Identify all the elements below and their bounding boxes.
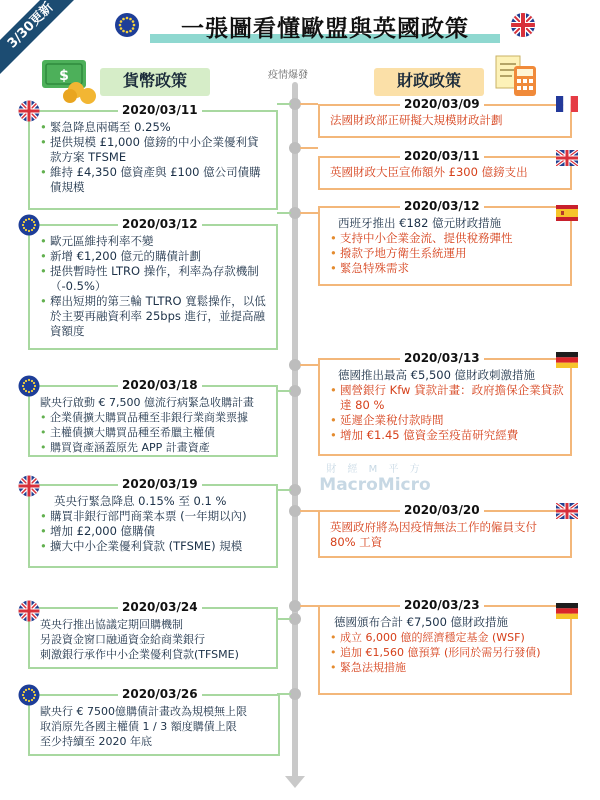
list-item: • 增加 €1.45 億資金至疫苗研究經費 (330, 428, 564, 443)
page-title: 一張圖看懂歐盟與英國政策 (181, 16, 469, 42)
card-headline: 德國推出最高 €5,500 億財政刺激措施 (338, 368, 536, 382)
list-item: • 支持中小企業金流、提供稅務彈性 (330, 231, 564, 246)
fiscal-card (318, 97, 572, 138)
eu-flag-icon (18, 684, 40, 706)
card-line: 另設資金窗口融通資金給商業銀行 (40, 633, 205, 646)
card-line: 英國財政大臣宣佈額外 £300 億鎊支出 (330, 165, 528, 179)
card-date: 2020/03/11 (118, 103, 202, 117)
uk-flag-icon (556, 503, 578, 519)
eu-flag-icon (114, 12, 140, 38)
card-date: 2020/03/23 (400, 598, 484, 612)
monetary-card (28, 378, 278, 457)
list-item: • 追加 €1,560 億預算 (形同於需另行發債) (330, 645, 564, 660)
list-item: • 延遲企業稅付款時間 (330, 413, 564, 428)
fiscal-card (318, 598, 572, 695)
card-date: 2020/03/19 (118, 477, 202, 491)
uk-flag-icon (510, 12, 536, 38)
timeline-arrow (285, 776, 305, 788)
card-list (330, 383, 564, 443)
list-item: • 緊急特殊需求 (330, 261, 564, 276)
list-item: • 新增 €1,200 億元的購債計劃 (40, 249, 270, 264)
card-date: 2020/03/26 (118, 687, 202, 701)
list-item: • 提供暫時性 LTRO 操作，利率為存款機制（-0.5%） (40, 264, 270, 294)
connector-line (300, 103, 318, 105)
fiscal-card (318, 149, 572, 190)
monetary-card (28, 477, 278, 568)
card-list (40, 410, 270, 455)
list-item: • 釋出短期的第三輪 TLTRO 寬鬆操作，以低於主要再融資利率 25bps 進行，並提高融資額度 (40, 294, 270, 339)
card-headline: 英央行緊急降息 0.15% 至 0.1 % (54, 494, 227, 508)
card-date: 2020/03/20 (400, 503, 484, 517)
card-headline: 德國頒布合計 €7,500 億財政措施 (334, 615, 509, 629)
card-date: 2020/03/09 (400, 97, 484, 111)
connector-line (277, 489, 291, 491)
calculator-icon (492, 50, 542, 98)
uk-flag-icon (18, 475, 40, 497)
uk-flag-icon (18, 600, 40, 622)
watermark-en: MacroMicro (319, 475, 431, 495)
timeline-axis (292, 82, 298, 782)
list-item: • 緊急法規措施 (330, 660, 564, 675)
timeline-start-label: 疫情爆發 (268, 70, 308, 81)
watermark (290, 460, 460, 495)
connector-line (277, 618, 291, 620)
connector-line (277, 212, 291, 214)
list-item: • 擴大中小企業優利貸款 (TFSME) 規模 (40, 539, 270, 554)
card-line: 英央行推出協議定期回購機制 (40, 618, 183, 631)
card-list (330, 630, 564, 675)
connector-line (300, 147, 318, 149)
update-ribbon: 3/30更新 (0, 0, 85, 80)
eu-flag-icon (18, 375, 40, 397)
card-date: 2020/03/12 (400, 199, 484, 213)
monetary-card (28, 103, 278, 210)
list-item: • 維持 £4,350 億資產與 £100 億公司債購債規模 (40, 165, 270, 195)
card-list (40, 234, 270, 339)
list-item: • 購買資產涵蓋原先 APP 計畫資產 (40, 440, 270, 455)
card-headline: 西班牙推出 €182 億元財政措施 (338, 216, 502, 230)
connector-line (300, 212, 318, 214)
monetary-card (28, 217, 278, 350)
fiscal-card (318, 503, 572, 558)
card-list (330, 231, 564, 276)
card-line: 至少持續至 2020 年底 (40, 735, 152, 748)
card-list (40, 120, 270, 195)
uk-flag-icon (556, 150, 578, 166)
fiscal-policy-header: 財政政策 (374, 68, 484, 96)
fiscal-card (318, 199, 572, 286)
svg-text:$: $ (59, 68, 69, 84)
list-item: • 國營銀行 Kfw 貸款計畫：政府擔保企業貸款達 80 % (330, 383, 564, 413)
card-line: 英國政府將為因疫情無法工作的僱員支付 80% 工資 (330, 520, 537, 549)
monetary-card (28, 600, 278, 669)
list-item: • 撥款予地方衛生系統運用 (330, 246, 564, 261)
card-line: 歐央行 € 7500億購債計畫改為規模無上限 (40, 705, 247, 718)
germany-flag-icon (556, 352, 578, 368)
card-date: 2020/03/11 (400, 149, 484, 163)
spain-flag-icon (556, 205, 578, 221)
monetary-card (28, 687, 280, 756)
card-line: 刺激銀行承作中小企業優利貸款(TFSME) (40, 648, 239, 661)
list-item: • 購買非銀行部門商業本票 (一年期以內) (40, 509, 270, 524)
watermark-cn: 財 經 M 平 方 (326, 464, 424, 475)
card-date: 2020/03/12 (118, 217, 202, 231)
card-date: 2020/03/13 (400, 351, 484, 365)
connector-line (300, 364, 318, 366)
list-item: • 提供規模 £1,000 億鎊的中小企業優利貸款方案 TFSME (40, 135, 270, 165)
connector-line (277, 390, 291, 392)
list-item: • 企業債擴大購買品種至非銀行業商業票據 (40, 410, 270, 425)
card-date: 2020/03/24 (118, 600, 202, 614)
germany-flag-icon (556, 603, 578, 619)
money-icon (40, 58, 102, 104)
connector-line (277, 103, 291, 105)
list-item: • 緊急降息兩碼至 0.25% (40, 120, 270, 135)
card-headline: 歐央行啟動 € 7,500 億流行病緊急收購計畫 (40, 396, 254, 409)
monetary-policy-header: 貨幣政策 (100, 68, 210, 96)
connector-line (300, 605, 318, 607)
list-item: • 歐元區維持利率不變 (40, 234, 270, 249)
card-line: 取消原先各國主權債 1 / 3 額度購債上限 (40, 720, 237, 733)
list-item: • 增加 £2,000 億購債 (40, 524, 270, 539)
france-flag-icon (556, 96, 578, 112)
card-list (40, 509, 270, 554)
uk-flag-icon (18, 100, 40, 122)
fiscal-card (318, 351, 572, 456)
list-item: • 主權債擴大購買品種至希臘主權債 (40, 425, 270, 440)
list-item: • 成立 6,000 億的經濟穩定基金 (WSF) (330, 630, 564, 645)
eu-flag-icon (18, 214, 40, 236)
card-line: 法國財政部正研擬大規模財政計劃 (330, 113, 503, 127)
connector-line (300, 510, 318, 512)
card-date: 2020/03/18 (118, 378, 202, 392)
